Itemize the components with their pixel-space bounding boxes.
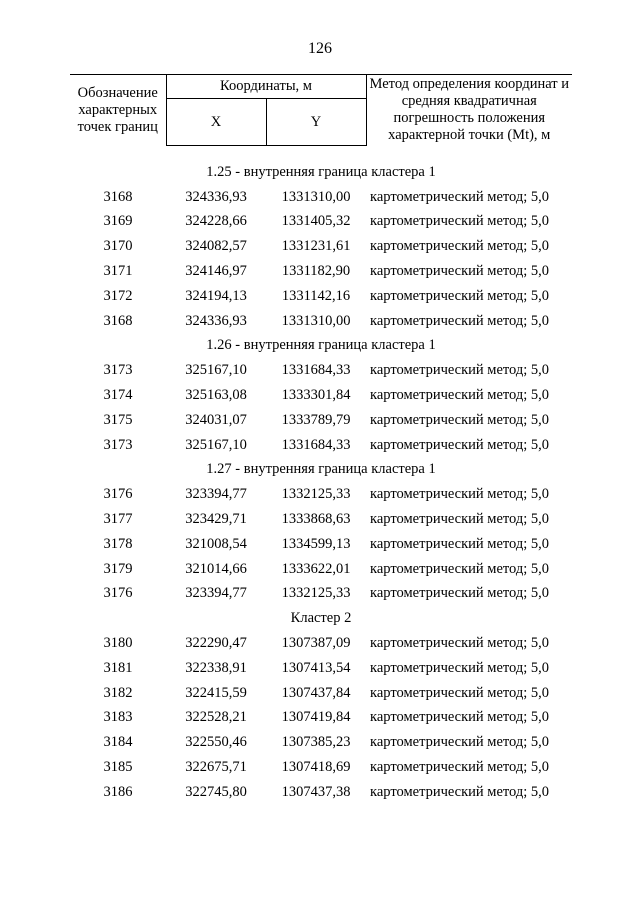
point-id-cell: 3176 [103,585,133,602]
point-id-cell: 3175 [103,411,133,428]
header-y: Y [266,99,366,146]
coordinates-table [70,74,572,805]
method-cell: картометрический метод; 5,0 [370,263,550,280]
x-coordinate-cell: 325167,10 [185,362,247,379]
table-row [70,259,572,284]
method-cell: картометрический метод; 5,0 [370,684,550,701]
y-coordinate-cell: 1307418,69 [281,759,351,776]
x-coordinate-cell: 322415,59 [185,684,247,701]
y-coordinate-cell: 1307419,84 [281,709,351,726]
x-coordinate-cell: 324082,57 [185,238,247,255]
method-cell: картометрический метод; 5,0 [370,238,550,255]
table-row [70,681,572,706]
table-row [70,730,572,755]
y-coordinate-cell: 1331231,61 [281,238,351,255]
y-coordinate-cell: 1334599,13 [281,535,351,552]
method-cell: картометрический метод; 5,0 [370,362,550,379]
y-coordinate-cell: 1333622,01 [281,560,351,577]
header-x: X [166,99,266,146]
table-row [70,780,572,805]
method-cell: картометрический метод; 5,0 [370,659,550,676]
method-cell: картометрический метод; 5,0 [370,387,550,404]
section-header-row [70,458,572,483]
page-number: 126 [308,40,332,57]
table-row [70,210,572,235]
table-row [70,433,572,458]
point-id-cell: 3178 [103,535,133,552]
x-coordinate-cell: 322745,80 [185,783,247,800]
table-row [70,284,572,309]
x-coordinate-cell: 322550,46 [185,734,247,751]
table-row [70,234,572,259]
method-cell: картометрический метод; 5,0 [370,585,550,602]
point-id-cell: 3184 [103,734,133,751]
table-row [70,185,572,210]
point-id-cell: 3171 [103,263,133,280]
x-coordinate-cell: 324336,93 [185,312,247,329]
point-id-cell: 3181 [103,659,133,676]
point-id-cell: 3179 [103,560,133,577]
method-cell: картометрический метод; 5,0 [370,560,550,577]
y-coordinate-cell: 1307437,84 [281,684,351,701]
table-row [70,309,572,334]
point-id-cell: 3173 [103,362,133,379]
x-coordinate-cell: 324031,07 [185,411,247,428]
method-cell: картометрический метод; 5,0 [370,436,550,453]
y-coordinate-cell: 1331310,00 [281,312,351,329]
point-id-cell: 3177 [103,511,133,528]
table-row [70,582,572,607]
x-coordinate-cell: 323394,77 [185,486,247,503]
method-cell: картометрический метод; 5,0 [370,312,550,329]
y-coordinate-cell: 1333789,79 [281,411,351,428]
y-coordinate-cell: 1331310,00 [281,188,351,205]
section-title: Кластер 2 [290,610,352,627]
section-header-row [70,606,572,631]
table-row [70,482,572,507]
method-cell: картометрический метод; 5,0 [370,188,550,205]
point-id-cell: 3169 [103,213,133,230]
method-cell: картометрический метод; 5,0 [370,635,550,652]
point-id-cell: 3182 [103,684,133,701]
section-title: 1.25 - внутренняя граница кластера 1 [206,163,436,180]
point-id-cell: 3176 [103,486,133,503]
table-body [70,146,572,805]
point-id-cell: 3173 [103,436,133,453]
x-coordinate-cell: 321008,54 [185,535,247,552]
y-coordinate-cell: 1331182,90 [281,263,351,280]
method-cell: картометрический метод; 5,0 [370,213,550,230]
y-coordinate-cell: 1307385,23 [281,734,351,751]
x-coordinate-cell: 321014,66 [185,560,247,577]
y-coordinate-cell: 1332125,33 [281,585,351,602]
header-coordinates: Координаты, м [166,75,366,99]
x-coordinate-cell: 322338,91 [185,659,247,676]
x-coordinate-cell: 324146,97 [185,263,247,280]
x-coordinate-cell: 325167,10 [185,436,247,453]
x-coordinate-cell: 322675,71 [185,759,247,776]
section-title: 1.26 - внутренняя граница кластера 1 [206,337,436,354]
section-title: 1.27 - внутренняя граница кластера 1 [206,461,436,478]
method-cell: картометрический метод; 5,0 [370,783,550,800]
x-coordinate-cell: 322290,47 [185,635,247,652]
y-coordinate-cell: 1331684,33 [281,436,351,453]
method-cell: картометрический метод; 5,0 [370,709,550,726]
point-id-cell: 3186 [103,783,133,800]
method-cell: картометрический метод; 5,0 [370,287,550,304]
method-cell: картометрический метод; 5,0 [370,734,550,751]
table-row [70,706,572,731]
table-row [70,507,572,532]
method-cell: картометрический метод; 5,0 [370,759,550,776]
table-row [70,408,572,433]
method-cell: картометрический метод; 5,0 [370,511,550,528]
table-row [70,383,572,408]
y-coordinate-cell: 1331405,32 [281,213,351,230]
point-id-cell: 3185 [103,759,133,776]
header-method: Метод определения координат и средняя квадратичная погрешность положения характерной точки (Mt), м [366,75,572,146]
table-row [70,532,572,557]
point-id-cell: 3174 [103,387,133,404]
y-coordinate-cell: 1333868,63 [281,511,351,528]
x-coordinate-cell: 323429,71 [185,511,247,528]
point-id-cell: 3180 [103,635,133,652]
y-coordinate-cell: 1307437,38 [281,783,351,800]
x-coordinate-cell: 324336,93 [185,188,247,205]
method-cell: картометрический метод; 5,0 [370,535,550,552]
x-coordinate-cell: 323394,77 [185,585,247,602]
x-coordinate-cell: 325163,08 [185,387,247,404]
y-coordinate-cell: 1331142,16 [281,287,351,304]
y-coordinate-cell: 1331684,33 [281,362,351,379]
table-row [70,557,572,582]
x-coordinate-cell: 322528,21 [185,709,247,726]
method-cell: картометрический метод; 5,0 [370,486,550,503]
method-cell: картометрический метод; 5,0 [370,411,550,428]
table-row [70,358,572,383]
y-coordinate-cell: 1332125,33 [281,486,351,503]
x-coordinate-cell: 324228,66 [185,213,247,230]
y-coordinate-cell: 1307413,54 [281,659,351,676]
table-row [70,656,572,681]
section-header-row [70,146,572,185]
table-row [70,755,572,780]
point-id-cell: 3168 [103,188,133,205]
point-id-cell: 3170 [103,238,133,255]
point-id-cell: 3172 [103,287,133,304]
header-point-designation: Обозначение характерных точек границ [70,75,166,146]
section-header-row [70,334,572,359]
point-id-cell: 3183 [103,709,133,726]
table-row [70,631,572,656]
point-id-cell: 3168 [103,312,133,329]
y-coordinate-cell: 1307387,09 [281,635,351,652]
x-coordinate-cell: 324194,13 [185,287,247,304]
table-header [70,75,572,146]
y-coordinate-cell: 1333301,84 [281,387,351,404]
